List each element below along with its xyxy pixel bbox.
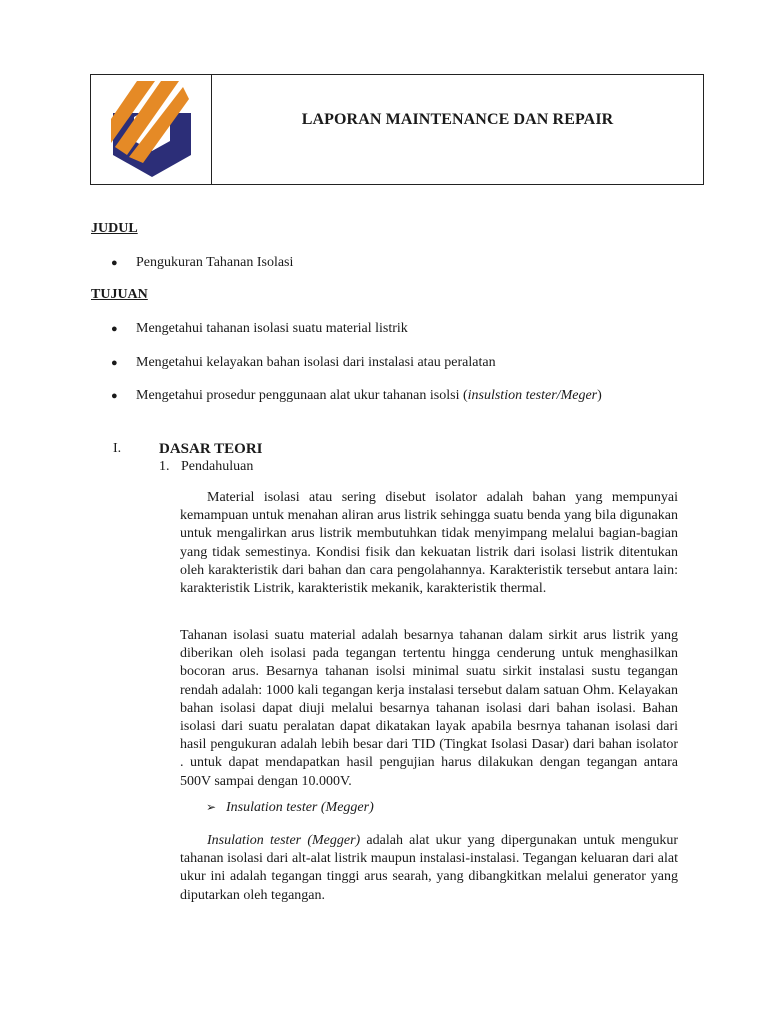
tujuan-item xyxy=(111,355,496,371)
logo-cell xyxy=(91,75,212,184)
judul-item-text: Pengukuran Tahanan Isolasi xyxy=(136,255,294,270)
section-title: DASAR TEORI xyxy=(159,441,263,457)
header-box xyxy=(90,74,704,185)
arrow-item-text: Insulation tester (Megger) xyxy=(226,800,374,815)
arrow-bullet-icon: ➢ xyxy=(206,800,217,814)
judul-heading: JUDUL xyxy=(91,221,138,236)
company-logo-icon xyxy=(107,77,197,181)
document-title: LAPORAN MAINTENANCE DAN REPAIR xyxy=(301,110,614,128)
paragraph: Tahanan isolasi suatu material adalah besarnya tahanan dalam sirkit arus listrik yang diberikan oleh isolasi pada tegangan tertentu hingga cenderung untuk menghasilkan bocoran arus. Besarnya tahanan isolsi minimal suatu sirkit instalasi sustu tegangan rendah adalah: 1000 kali tegangan kerja instalasi tersebut dalam satuan Ohm. Kelayakan bahan isolasi dapat diuji melalui besarnya tahanan isolasi dari bahan isolasi. Bahan isolasi dari suatu peralatan dapat dikatakan layak apabila besrnya tahanan isolasi dari hasil pengukuran adalah lebih besar dari TID (Tingkat Isolasi Dasar) dari bahan isolator . untuk dapat mendapatkan hasil pengujian harus dilakukan dengan tegangan antara 500V sampai dengan 10.000V. xyxy=(180,628,678,789)
bullet-icon: ● xyxy=(111,357,118,369)
tujuan-heading: TUJUAN xyxy=(91,287,148,302)
judul-item xyxy=(111,255,293,271)
bullet-icon: ● xyxy=(111,390,118,402)
tujuan-item xyxy=(111,321,408,337)
bullet-icon: ● xyxy=(111,323,118,335)
subsection-number: 1. xyxy=(159,459,170,474)
bullet-icon: ● xyxy=(111,257,118,269)
paragraph: Material isolasi atau sering disebut isolator adalah bahan yang mempunyai kemampuan untuk menahan aliran arus listrik sehingga suatu benda yang bila digunakan untuk mengalirkan arus listrik membutuhkan tidak menyimpang melalui bagian-bagian yang tidak semestinya. Kondisi fisik dan kekuatan listrik dari isolasi listrik ditentukan oleh karakteristik dari bahan dan cara pengolahannya. Karakteristik tersebut antara lain: karakteristik Listrik, karakteristik mekanik, karakteristik thermal. xyxy=(180,490,678,597)
arrow-list-item xyxy=(206,800,374,816)
title-cell xyxy=(212,75,703,184)
tujuan-item-text: Mengetahui prosedur penggunaan alat ukur tahanan isolsi (insulstion tester/Meger) xyxy=(136,388,602,403)
subsection-title: Pendahuluan xyxy=(181,459,254,474)
tujuan-item-text: Mengetahui tahanan isolasi suatu material listrik xyxy=(136,321,408,336)
tujuan-item-text: Mengetahui kelayakan bahan isolasi dari instalasi atau peralatan xyxy=(136,355,496,370)
tujuan-item xyxy=(111,388,602,404)
paragraph: Insulation tester (Megger) adalah alat ukur yang dipergunakan untuk mengukur tahanan isolasi dari alt-alat listrik maupun instalasi-instalasi. Tegangan keluaran dari alat ukur ini adalah tegangan tinggi arus searah, yang dibangkitkan melalui generator yang diputarkan oleh tegangan. xyxy=(180,833,678,903)
section-number: I. xyxy=(113,441,122,456)
